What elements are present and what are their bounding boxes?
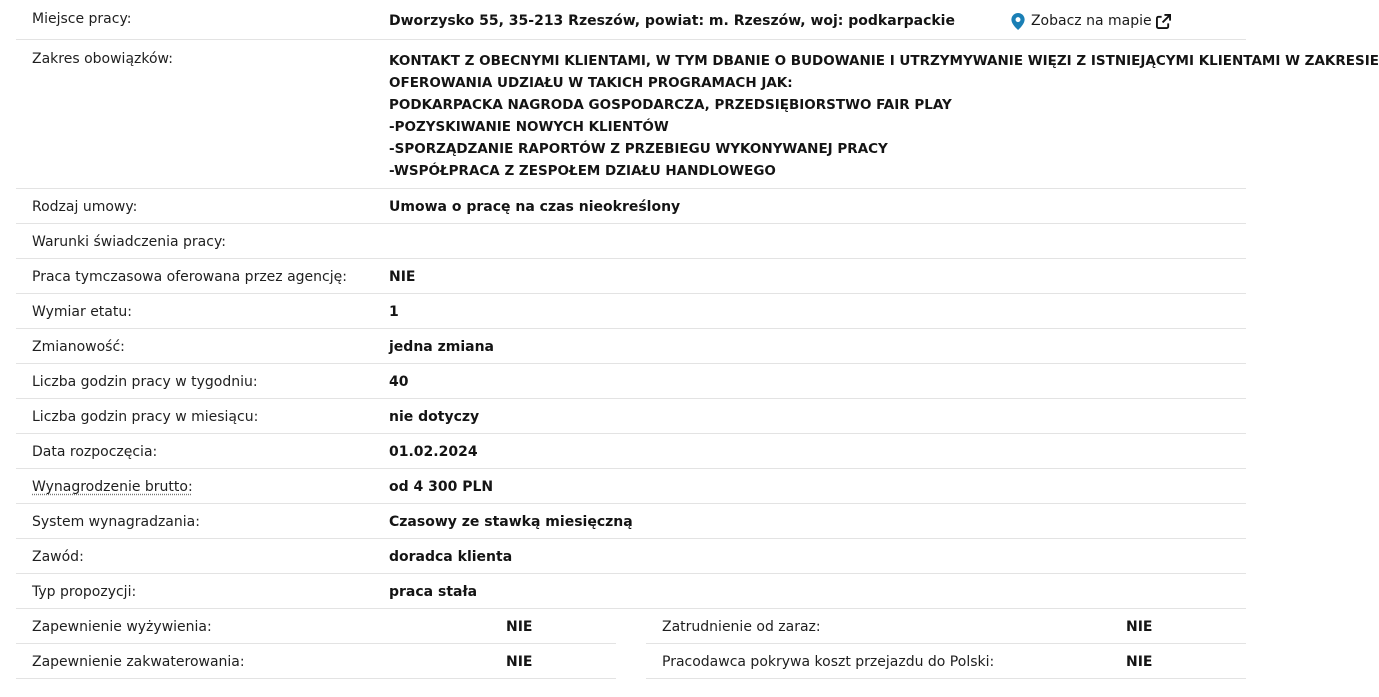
duties-line: -SPORZĄDZANIE RAPORTÓW Z PRZEBIEGU WYKONYWANEJ PRACY	[389, 141, 888, 157]
accommodation-provided-value: NIE	[506, 654, 533, 670]
row-contract-type	[16, 189, 1246, 224]
weekly-hours-value: 40	[389, 374, 409, 390]
start-date-value: 01.02.2024	[389, 444, 478, 460]
map-pin-icon	[1011, 13, 1025, 30]
travel-cost-covered-value: NIE	[1126, 654, 1153, 670]
location-value: Dworzysko 55, 35-213 Rzeszów, powiat: m. Rzeszów, woj: podkarpackie	[389, 13, 955, 29]
row-monthly-hours	[16, 399, 1246, 434]
location-value-wrap	[389, 11, 1246, 31]
split-section	[16, 609, 1246, 679]
show-on-map-label: Zobacz na mapie	[1030, 13, 1152, 29]
job-offer-details-table	[16, 0, 1379, 679]
offer-type-label: Typ propozycji:	[32, 584, 137, 600]
work-conditions-label: Warunki świadczenia pracy:	[32, 234, 226, 250]
monthly-hours-label: Liczba godzin pracy w miesiącu:	[32, 409, 259, 425]
row-accommodation-provided	[16, 644, 616, 679]
external-link-icon	[1156, 14, 1171, 29]
row-gross-salary	[16, 469, 1246, 504]
row-offer-type	[16, 574, 1246, 609]
gross-salary-value: od 4 300 PLN	[389, 479, 494, 495]
occupation-value: doradca klienta	[389, 549, 513, 565]
occupation-label: Zawód:	[32, 549, 84, 565]
duties-line: OFEROWANIA UDZIAŁU W TAKICH PROGRAMACH JAK:	[389, 75, 793, 91]
row-immediate-employment	[646, 609, 1246, 644]
monthly-hours-value: nie dotyczy	[389, 409, 480, 425]
contract-type-label: Rodzaj umowy:	[32, 199, 138, 215]
location-label: Miejsce pracy:	[32, 11, 132, 27]
duties-label: Zakres obowiązków:	[32, 51, 173, 67]
row-travel-cost-covered	[646, 644, 1246, 679]
shifts-value: jedna zmiana	[389, 339, 494, 355]
start-date-label: Data rozpoczęcia:	[32, 444, 158, 460]
immediate-employment-label: Zatrudnienie od zaraz:	[662, 619, 821, 635]
gross-salary-label[interactable]: Wynagrodzenie brutto:	[32, 479, 193, 495]
weekly-hours-label: Liczba godzin pracy w tygodniu:	[32, 374, 258, 390]
fte-value: 1	[389, 304, 399, 320]
show-on-map-link[interactable]	[1011, 11, 1171, 31]
row-pay-system	[16, 504, 1246, 539]
row-duties	[16, 40, 1379, 189]
pay-system-label: System wynagradzania:	[32, 514, 200, 530]
duties-line: PODKARPACKA NAGRODA GOSPODARCZA, PRZEDSIĘBIORSTWO FAIR PLAY	[389, 97, 952, 113]
offer-type-value: praca stała	[389, 584, 478, 600]
temporary-agency-value: NIE	[389, 269, 416, 285]
shifts-label: Zmianowość:	[32, 339, 125, 355]
left-column	[16, 609, 616, 679]
meals-provided-label: Zapewnienie wyżywienia:	[32, 619, 212, 635]
duties-text	[389, 50, 1379, 182]
row-occupation	[16, 539, 1246, 574]
pay-system-value: Czasowy ze stawką miesięczną	[389, 514, 633, 530]
duties-line: -WSPÓŁPRACA Z ZESPOŁEM DZIAŁU HANDLOWEGO	[389, 163, 776, 179]
immediate-employment-value: NIE	[1126, 619, 1153, 635]
contract-type-value: Umowa o pracę na czas nieokreślony	[389, 199, 681, 215]
meals-provided-value: NIE	[506, 619, 533, 635]
row-shifts	[16, 329, 1246, 364]
duties-line: -POZYSKIWANIE NOWYCH KLIENTÓW	[389, 119, 669, 135]
gross-salary-label-cell	[16, 477, 389, 497]
duties-line: KONTAKT Z OBECNYMI KLIENTAMI, W TYM DBANIE O BUDOWANIE I UTRZYMYWANIE WIĘZI Z ISTNIEJĄCYMI KLIENTAMI W ZAKRESIE	[389, 53, 1379, 69]
row-location	[16, 0, 1246, 40]
row-meals-provided	[16, 609, 616, 644]
temporary-agency-label: Praca tymczasowa oferowana przez agencję:	[32, 269, 347, 285]
row-fte	[16, 294, 1246, 329]
right-column	[646, 609, 1246, 679]
fte-label: Wymiar etatu:	[32, 304, 132, 320]
row-work-conditions	[16, 224, 1246, 259]
accommodation-provided-label: Zapewnienie zakwaterowania:	[32, 654, 245, 670]
row-weekly-hours	[16, 364, 1246, 399]
row-start-date	[16, 434, 1246, 469]
row-temporary-agency	[16, 259, 1246, 294]
travel-cost-covered-label: Pracodawca pokrywa koszt przejazdu do Polski:	[662, 654, 995, 670]
